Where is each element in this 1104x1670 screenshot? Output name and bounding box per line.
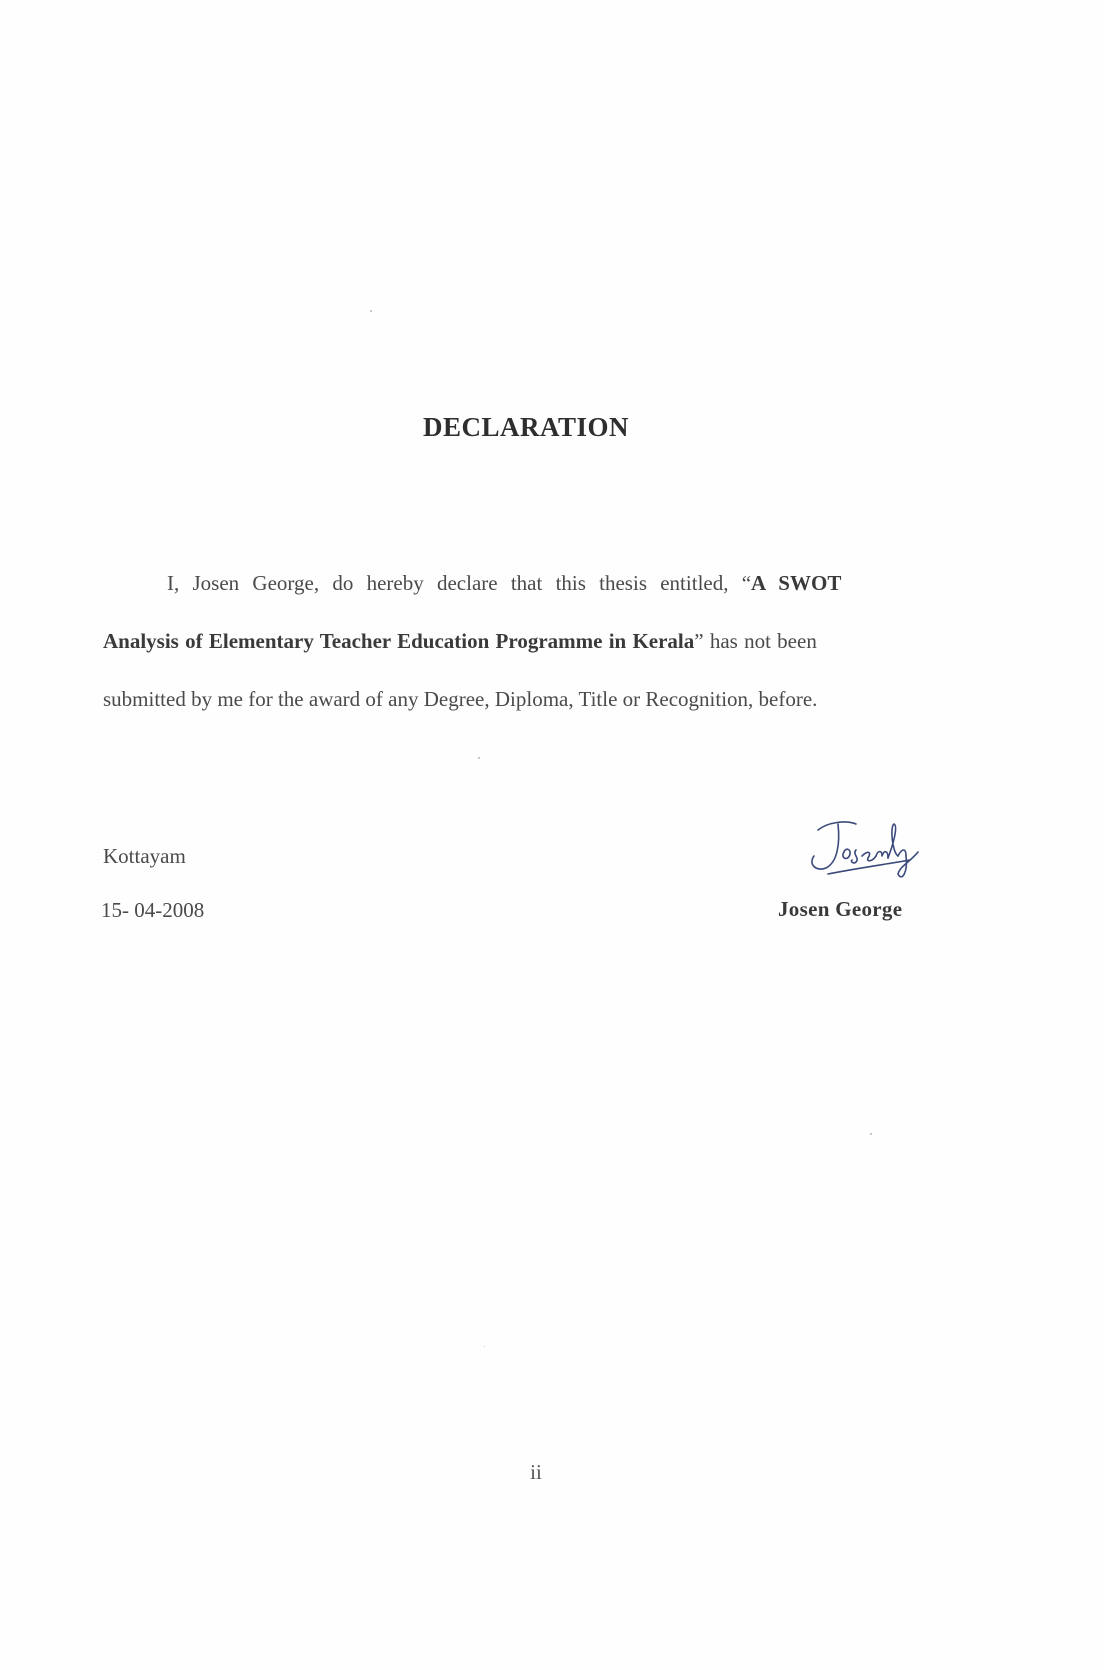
declaration-text: I, Josen George, do hereby declare that this thesis entitled, “	[167, 571, 752, 595]
declaration-line-3	[103, 670, 965, 728]
page-number: ii	[530, 1460, 542, 1484]
scan-speck	[484, 1346, 485, 1347]
scan-speck	[478, 757, 480, 759]
place-label: Kottayam	[103, 844, 186, 868]
declaration-text: submitted by me for the award of any Degree, Diploma, Title or Recognition, before.	[103, 687, 818, 711]
handwritten-signature	[798, 812, 928, 892]
declaration-line-1	[103, 554, 965, 612]
date-label: 15- 04-2008	[101, 898, 205, 922]
scan-speck	[370, 310, 372, 312]
declaration-paragraph	[103, 554, 965, 728]
declaration-line-2	[103, 612, 965, 670]
signer-name: Josen George	[778, 897, 903, 921]
declaration-text: ” has not been	[694, 629, 817, 653]
scan-speck	[870, 1133, 872, 1135]
page-title: DECLARATION	[422, 412, 630, 442]
thesis-title-part-1: A SWOT	[751, 571, 842, 595]
thesis-title-part-2: Analysis of Elementary Teacher Education Programme in Kerala	[103, 629, 695, 653]
